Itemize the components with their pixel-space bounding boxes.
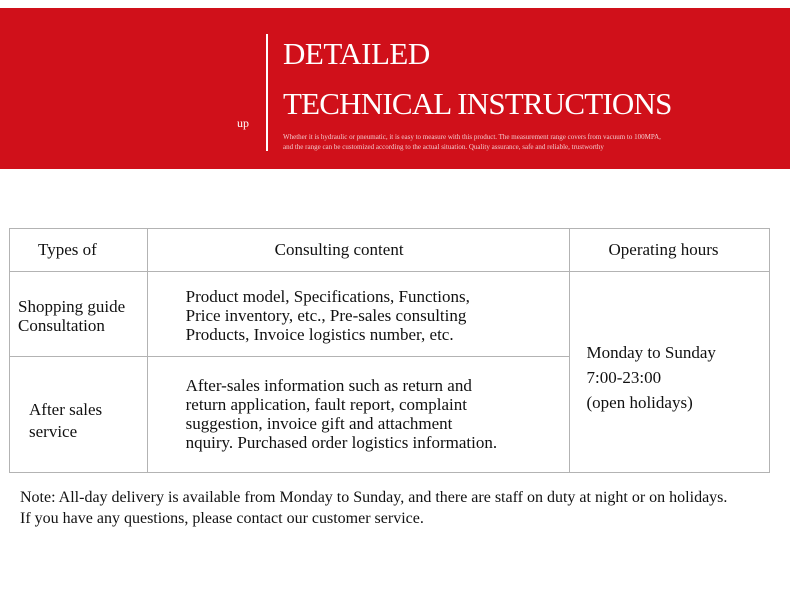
content-cell (147, 272, 569, 357)
hours-line: (open holidays) (586, 393, 693, 412)
header-cell-type (10, 229, 148, 272)
header-content: Consulting content (274, 240, 404, 259)
type-line: Consultation (18, 316, 105, 335)
type-cell (10, 357, 148, 473)
banner-title-line1: DETAILED (283, 36, 430, 71)
content-line: nquiry. Purchased order logistics information. (185, 433, 498, 452)
content-line: Product model, Specifications, Functions, (185, 287, 470, 306)
banner-title-line2: TECHNICAL INSTRUCTIONS (283, 86, 672, 121)
header-hours: Operating hours (608, 240, 719, 259)
hours-line: Monday to Sunday (586, 343, 716, 362)
content-cell (147, 357, 569, 473)
content-line: Price inventory, etc., Pre-sales consulting (185, 306, 467, 325)
banner-divider (266, 34, 268, 151)
type-line: After sales (29, 400, 103, 419)
header-type: Types of (38, 240, 97, 259)
content-line: After-sales information such as return and (185, 376, 472, 395)
header-banner (0, 8, 790, 169)
content-line: Products, Invoice logistics number, etc. (185, 325, 454, 344)
footer-note: Note: All-day delivery is available from Monday to Sunday, and there are staff on duty at night or on holidays. If you have any questions, please contact our customer service. (20, 489, 728, 527)
header-cell-hours (569, 229, 770, 272)
table-row (10, 272, 770, 357)
table-header-row (10, 229, 770, 272)
service-table (9, 228, 770, 473)
type-line: service (29, 422, 78, 441)
hours-cell (569, 272, 770, 473)
type-line: Shopping guide (18, 297, 126, 316)
hours-line: 7:00-23:00 (586, 368, 662, 387)
header-cell-content (147, 229, 569, 272)
banner-side-label: up (237, 116, 249, 130)
content-line: suggestion, invoice gift and attachment (185, 414, 453, 433)
content-line: return application, fault report, complaint (185, 395, 467, 414)
type-cell (10, 272, 148, 357)
banner-description: Whether it is hydraulic or pneumatic, it is easy to measure with this product. The measurement range covers from vacuum to 100MPA, and the range can be customized according to the actual situation. Quality assurance, safe and reliable, trustworthy (283, 133, 661, 151)
